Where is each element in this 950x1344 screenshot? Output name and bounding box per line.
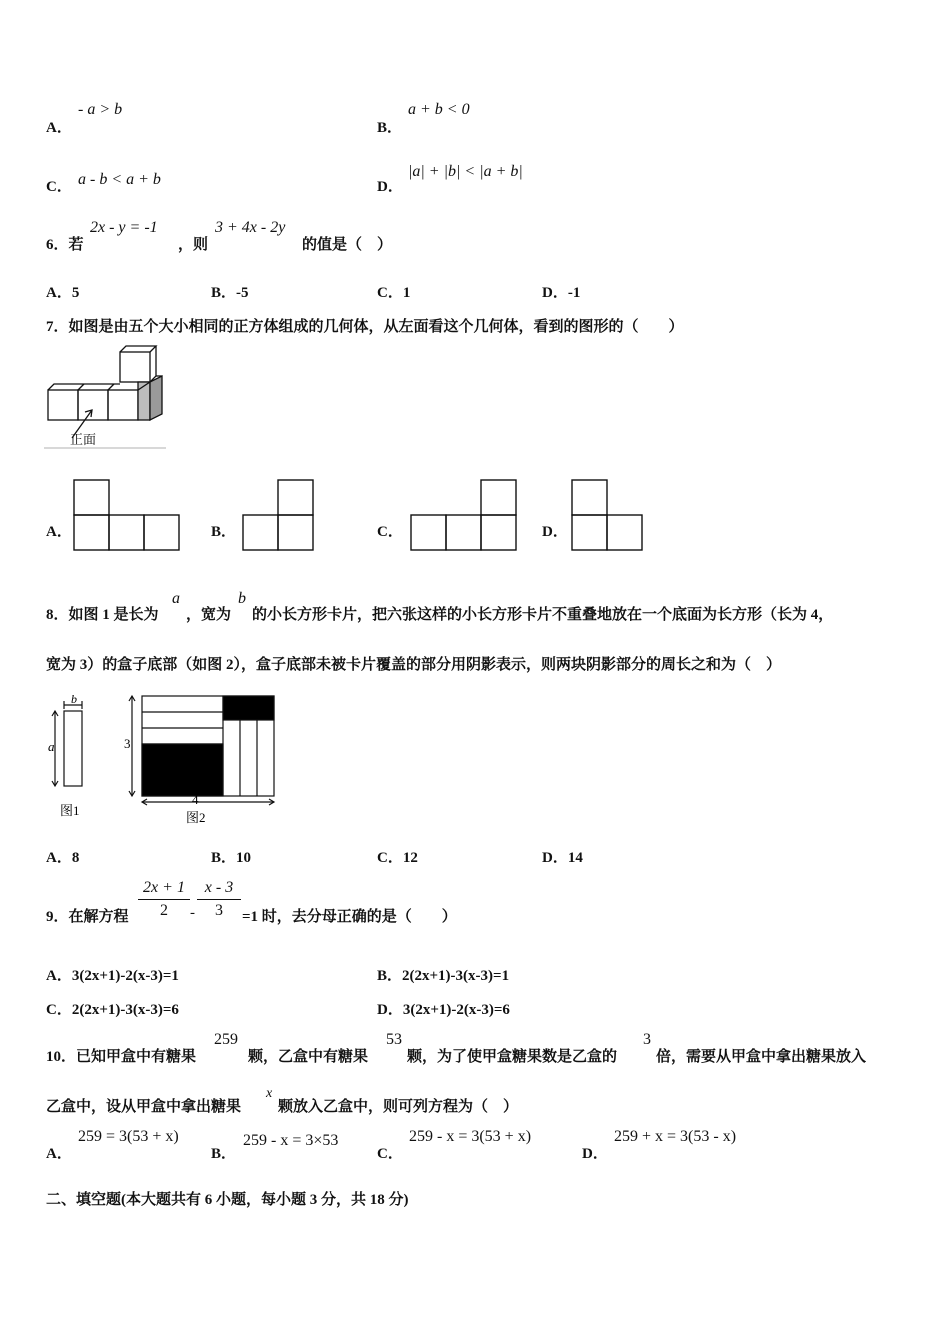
q10-option-d-expr: 259 + x = 3(53 - x)	[614, 1128, 737, 1145]
q10-option-a-label: A．	[46, 1146, 72, 1162]
q10-part4: 倍，需要从甲盒中拿出糖果放入	[656, 1049, 867, 1065]
q10-option-c-label: C．	[377, 1146, 403, 1162]
q9-minus: -	[190, 905, 195, 921]
q6-mid: ，则	[178, 237, 209, 253]
q9-option-c: C．2(2x+1)-3(x-3)=6	[46, 1002, 179, 1018]
q10-option-d-label: D．	[582, 1146, 608, 1162]
q10-option-b-label: B．	[211, 1146, 237, 1162]
q6-option-b: B．-5	[211, 285, 249, 301]
q10-num-259: 259	[214, 1031, 238, 1048]
q7-stem: 7．如图是由五个大小相同的正方体组成的几何体，从左面看这个几何体，看到的图形的（ ）	[46, 319, 684, 335]
q6-option-d: D．-1	[542, 285, 581, 301]
q8-stem-part3: 的小长方形卡片，把六张这样的小长方形卡片不重叠地放在一个底面为长方形（长为 4，	[252, 607, 834, 623]
q10-part1: 10．已知甲盒中有糖果	[46, 1049, 197, 1065]
q9-fraction-1: 2x + 1 2	[138, 879, 190, 920]
q10-option-b-expr: 259 - x = 3×53	[243, 1132, 339, 1149]
q9-option-a: A．3(2x+1)-2(x-3)=1	[46, 968, 179, 984]
q5-option-a-expr: - a > b	[78, 101, 123, 118]
q5-option-b-label: B．	[377, 120, 403, 136]
q8-stem-part2: ，宽为	[186, 607, 232, 623]
q10-line2-b: 颗放入乙盒中，则可列方程为（ ）	[278, 1099, 519, 1115]
q9-option-d: D．3(2x+1)-2(x-3)=6	[377, 1002, 510, 1018]
q10-part3: 颗，为了使甲盒糖果数是乙盒的	[407, 1049, 618, 1065]
fig2-height-label: 3	[124, 736, 131, 751]
q5-option-a-label: A．	[46, 120, 72, 136]
q8-var-a: a	[172, 590, 180, 607]
q10-option-a-expr: 259 = 3(53 + x)	[78, 1128, 179, 1145]
q10-var-x: x	[266, 1086, 273, 1101]
q10-line2-a: 乙盒中，设从甲盒中拿出糖果	[46, 1099, 242, 1115]
q6-option-a: A．5	[46, 285, 80, 301]
q10-part2: 颗，乙盒中有糖果	[248, 1049, 369, 1065]
q7-option-b-label: B．	[211, 524, 237, 540]
q9-option-b: B．2(2x+1)-3(x-3)=1	[377, 968, 510, 984]
q7-option-d-label: D．	[542, 524, 568, 540]
q5-option-c-label: C．	[46, 179, 72, 195]
q6-suffix: 的值是（ ）	[302, 237, 393, 253]
fig2-caption: 图2	[186, 810, 206, 825]
q7-option-a-label: A．	[46, 524, 72, 540]
q6-expression: 3 + 4x - 2y	[215, 219, 286, 236]
q9-fraction-2: x - 3 3	[197, 879, 241, 920]
q7-front-label: 正面	[70, 432, 97, 447]
q5-option-c-expr: a - b < a + b	[78, 171, 161, 188]
q10-num-53: 53	[386, 1031, 402, 1048]
q6-prefix: 6．若	[46, 237, 84, 253]
q8-option-c: C．12	[377, 850, 418, 866]
q7-solid-figure	[44, 342, 170, 452]
q6-condition: 2x - y = -1	[90, 219, 158, 236]
q8-stem-line2: 宽为 3）的盒子底部（如图 2），盒子底部未被卡片覆盖的部分用阴影表示，则两块阴影部分的周长之和为（ ）	[46, 657, 782, 673]
q7-option-c-figure	[405, 476, 523, 554]
q8-figure-2	[120, 690, 280, 830]
section-2-title: 二、填空题(本大题共有 6 小题，每小题 3 分，共 18 分)	[46, 1192, 409, 1208]
q5-option-d-label: D．	[377, 179, 403, 195]
q8-option-b: B．10	[211, 850, 252, 866]
q8-option-a: A．8	[46, 850, 80, 866]
q10-num-3: 3	[643, 1031, 651, 1048]
q8-var-b: b	[238, 590, 246, 607]
fig2-width-label: 4	[192, 792, 199, 807]
q7-option-b-figure	[239, 476, 321, 554]
q7-option-a-figure	[70, 476, 185, 554]
q6-option-c: C．1	[377, 285, 411, 301]
q7-option-d-figure	[568, 476, 650, 554]
q8-stem-part1: 8．如图 1 是长为	[46, 607, 159, 623]
q9-prefix: 9．在解方程	[46, 909, 129, 925]
q5-option-b-expr: a + b < 0	[408, 101, 470, 118]
q9-suffix: =1 时，去分母正确的是（ ）	[242, 909, 457, 925]
fig1-b-label: b	[71, 693, 77, 706]
fig1-caption: 图1	[60, 803, 80, 818]
q8-figure-1	[44, 693, 104, 823]
q8-option-d: D．14	[542, 850, 583, 866]
q10-option-c-expr: 259 - x = 3(53 + x)	[409, 1128, 532, 1145]
q7-option-c-label: C．	[377, 524, 403, 540]
fig1-a-label: a	[48, 739, 55, 754]
q5-option-d-expr: |a| + |b| < |a + b|	[408, 163, 523, 180]
